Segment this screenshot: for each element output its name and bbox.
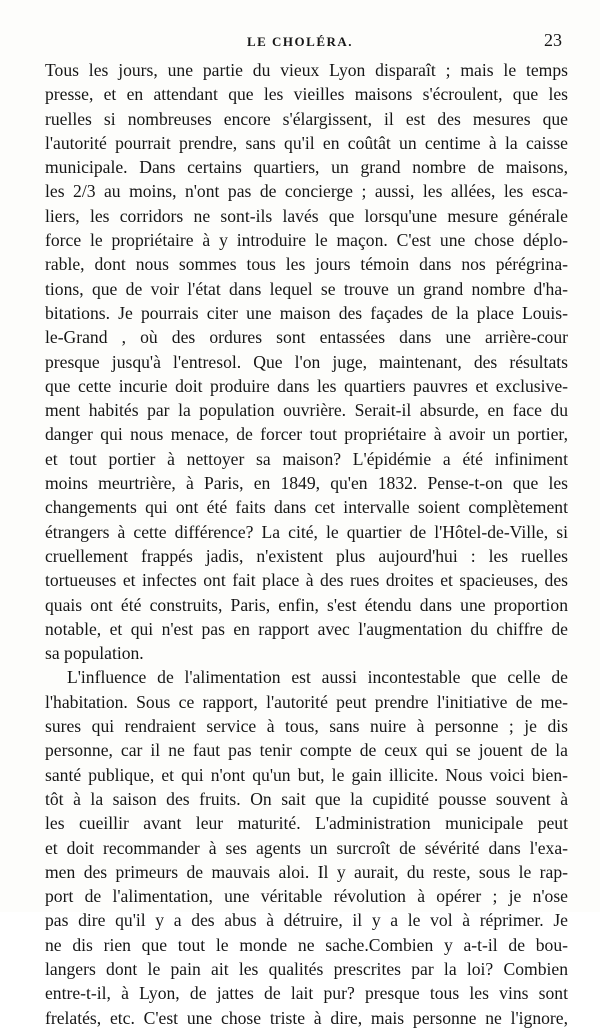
text-line: entre-t-il, à Lyon, de jattes de lait pur? presque tous les vins sont [45, 983, 568, 1004]
text-line: étrangers à cette différence? La cité, le quartier de l'Hôtel-de-Ville, si [45, 521, 568, 542]
paragraph-2 [45, 665, 568, 1029]
running-header [0, 30, 600, 52]
text-line: les 2/3 au moins, n'ont pas de concierge ; aussi, les allées, les esca- [45, 181, 568, 202]
text-line: ment habités par la population ouvrière. Serait-il absurde, en face du [45, 400, 568, 421]
text-line: cruellement frappés jadis, n'existent plus aujourd'hui : les ruelles [45, 545, 568, 566]
text-line: les cueillir avant leur maturité. L'administration municipale peut [45, 813, 568, 834]
text-line: presse, et en attendant que les vieilles maisons s'écroulent, que les [45, 84, 568, 105]
page-number: 23 [544, 30, 562, 50]
text-line: municipale. Dans certains quartiers, un grand nombre de maisons, [45, 157, 568, 178]
text-line: langers dont le pain ait les qualités prescrites par la loi? Combien [45, 958, 568, 979]
text-line: liers, les corridors ne sont-ils lavés que lorsqu'une mesure générale [45, 205, 568, 226]
text-line: le-Grand , où des ordures sont entassées dans une arrière-cour [45, 327, 568, 348]
text-line: et doit recommander à ses agents un surcroît de sévérité dans l'exa- [45, 837, 568, 858]
text-line: ne dis rien que tout le monde ne sache.Combien y a-t-il de bou- [45, 934, 568, 955]
text-line: moins meurtrière, à Paris, en 1849, qu'en 1832. Pense-t-on que les [45, 473, 568, 494]
text-line: notable, et qui n'est pas en rapport avec l'augmentation du chiffre de [45, 618, 568, 639]
text-line: men des primeurs de mauvais aloi. Il y aurait, du reste, sous le rap- [45, 861, 568, 882]
text-line: danger qui nous menace, de forcer tout propriétaire à avoir un portier, [45, 424, 568, 445]
text-line: force le propriétaire à y introduire le maçon. C'est une chose déplo- [45, 230, 568, 251]
text-line: sa population. [45, 643, 144, 664]
text-line: l'habitation. Sous ce rapport, l'autorité peut prendre l'initiative de me- [45, 691, 568, 712]
text-line: L'influence de l'alimentation est aussi incontestable que celle de [67, 667, 568, 688]
text-line: presque jusqu'à l'entresol. Que l'on juge, maintenant, des résultats [45, 351, 568, 372]
text-line: rable, dont nous sommes tous les jours témoin dans nos pérégrina- [45, 254, 568, 275]
text-line: sures qui rendraient service à tous, sans nuire à personne ; je dis [45, 716, 568, 737]
chapter-title: LE CHOLÉRA. [246, 34, 354, 49]
text-line: pas dire qu'il y a des abus à détruire, il y a le vol à réprimer. Je [45, 910, 568, 931]
text-line: tions, que de voir l'état dans lequel se trouve un grand nombre d'ha- [45, 278, 568, 299]
paragraph-1 [45, 58, 568, 665]
text-line: ruelles si nombreuses encore s'élargissent, il est des mesures que [45, 108, 568, 129]
text-line: l'autorité pourrait prendre, sans qu'il en coûtât un centime à la caisse [45, 132, 568, 153]
body-text [45, 58, 568, 1030]
text-line: tôt à la saison des fruits. On sait que la cupidité pousse souvent à [45, 788, 568, 809]
text-line: changements qui ont été faits dans cet intervalle soient complètement [45, 497, 568, 518]
text-line: personne, car il ne faut pas tenir compte de ceux qui se jouent de la [45, 740, 568, 761]
text-line: Tous les jours, une partie du vieux Lyon disparaît ; mais le temps [45, 60, 568, 80]
text-line: et tout portier à nettoyer sa maison? L'épidémie a été infiniment [45, 448, 568, 469]
text-line: quais ont été construits, Paris, enfin, s'est étendu dans une proportion [45, 594, 568, 615]
text-line: bitations. Je pourrais citer une maison des façades de la place Louis- [45, 302, 568, 323]
text-line: frelatés, etc. C'est une chose triste à dire, mais personne ne l'ignore, [45, 1007, 568, 1028]
text-line: tortueuses et infectes ont fait place à des rues droites et spacieuses, des [45, 570, 568, 591]
text-line: que cette incurie doit produire dans les quartiers pauvres et exclusive- [45, 375, 568, 396]
text-line: port de l'alimentation, une véritable révolution à opérer ; je n'ose [45, 886, 568, 907]
text-line: santé publique, et qui n'ont qu'un but, le gain illicite. Nous voici bien- [45, 764, 568, 785]
